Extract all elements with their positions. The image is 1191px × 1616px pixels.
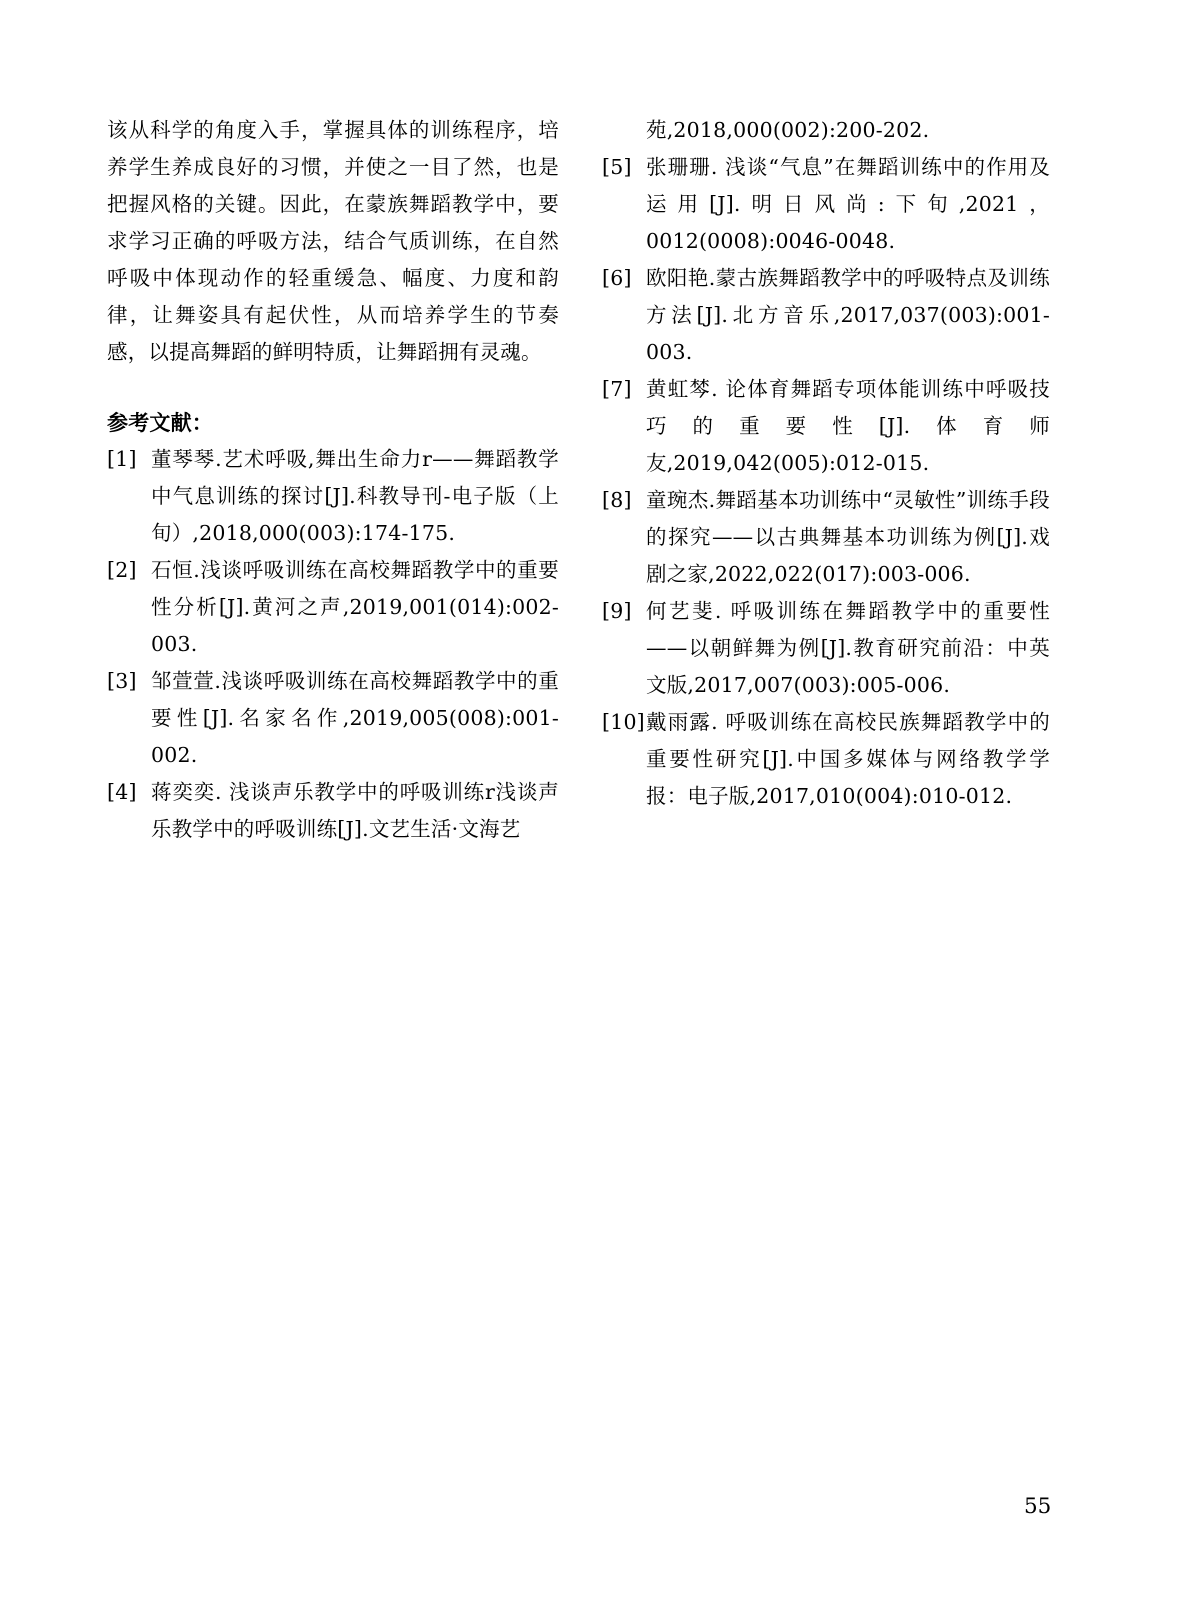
body-paragraph: 该从科学的角度入手，掌握具体的训练程序，培养学生养成良好的习惯，并使之一目了然，也是把握风格的关键。因此，在蒙族舞蹈教学中，要求学习正确的呼吸方法，结合气质训练，在自然呼吸中体现动作的轻重缓急、幅度、力度和韵律，让舞姿具有起伏性，从而培养学生的节奏感，以提高舞蹈的鲜明特质，让舞蹈拥有灵魂。	[107, 118, 559, 364]
reference-text: 石恒.浅谈呼吸训练在高校舞蹈教学中的重要性分析[J].黄河之声,2019,001(014):002-003.	[151, 558, 559, 656]
reference-item-2	[107, 552, 559, 663]
reference-marker: [6]	[602, 266, 632, 290]
reference-marker: [3]	[107, 669, 137, 693]
reference-item-1	[107, 441, 559, 552]
reference-text: 童琬杰.舞蹈基本功训练中“灵敏性”训练手段的探究——以古典舞基本功训练为例[J].戏剧之家,2022,022(017):003-006.	[646, 488, 1050, 586]
references-heading: 参考文献：	[107, 410, 213, 435]
reference-marker: [2]	[107, 558, 137, 582]
reference-marker: [8]	[602, 488, 632, 512]
reference-continuation: 苑,2018,000(002):200-202.	[646, 118, 930, 142]
reference-item-9	[602, 593, 1050, 704]
reference-marker: [10]	[602, 710, 645, 734]
right-column	[602, 112, 1050, 815]
reference-item-3	[107, 663, 559, 774]
reference-item-8	[602, 482, 1050, 593]
reference-text: 欧阳艳.蒙古族舞蹈教学中的呼吸特点及训练方法[J].北方音乐,2017,037(003):001-003.	[646, 266, 1050, 364]
reference-marker: [7]	[602, 377, 632, 401]
reference-text: 戴雨露. 呼吸训练在高校民族舞蹈教学中的重要性研究[J].中国多媒体与网络教学学报：电子版,2017,010(004):010-012.	[646, 710, 1050, 808]
reference-marker: [5]	[602, 155, 632, 179]
reference-marker: [4]	[107, 780, 137, 804]
reference-text: 何艺斐. 呼吸训练在舞蹈教学中的重要性——以朝鲜舞为例[J].教育研究前沿：中英文版,2017,007(003):005-006.	[646, 599, 1050, 697]
reference-item-4	[107, 774, 559, 848]
reference-item-5	[602, 149, 1050, 260]
reference-item-6	[602, 260, 1050, 371]
reference-marker: [9]	[602, 599, 632, 623]
reference-text: 蒋奕奕. 浅谈声乐教学中的呼吸训练r浅谈声乐教学中的呼吸训练[J].文艺生活·文海艺	[151, 780, 559, 841]
reference-text: 董琴琴.艺术呼吸,舞出生命力r——舞蹈教学中气息训练的探讨[J].科教导刊-电子版（上旬）,2018,000(003):174-175.	[151, 447, 559, 545]
reference-text: 张珊珊. 浅谈“气息”在舞蹈训练中的作用及运用[J].明日风尚:下旬,2021， 0012(0008):0046-0048.	[646, 155, 1050, 253]
reference-item-7	[602, 371, 1050, 482]
left-column	[107, 112, 559, 848]
reference-item-10	[602, 704, 1050, 815]
reference-text: 邹萱萱.浅谈呼吸训练在高校舞蹈教学中的重要性[J].名家名作,2019,005(008):001-002.	[151, 669, 559, 767]
reference-text: 黄虹棽. 论体育舞蹈专项体能训练中呼吸技巧的重要性[J].体育师友,2019,042(005):012-015.	[646, 377, 1050, 475]
reference-marker: [1]	[107, 447, 137, 471]
page-number: 55	[1024, 1494, 1052, 1519]
